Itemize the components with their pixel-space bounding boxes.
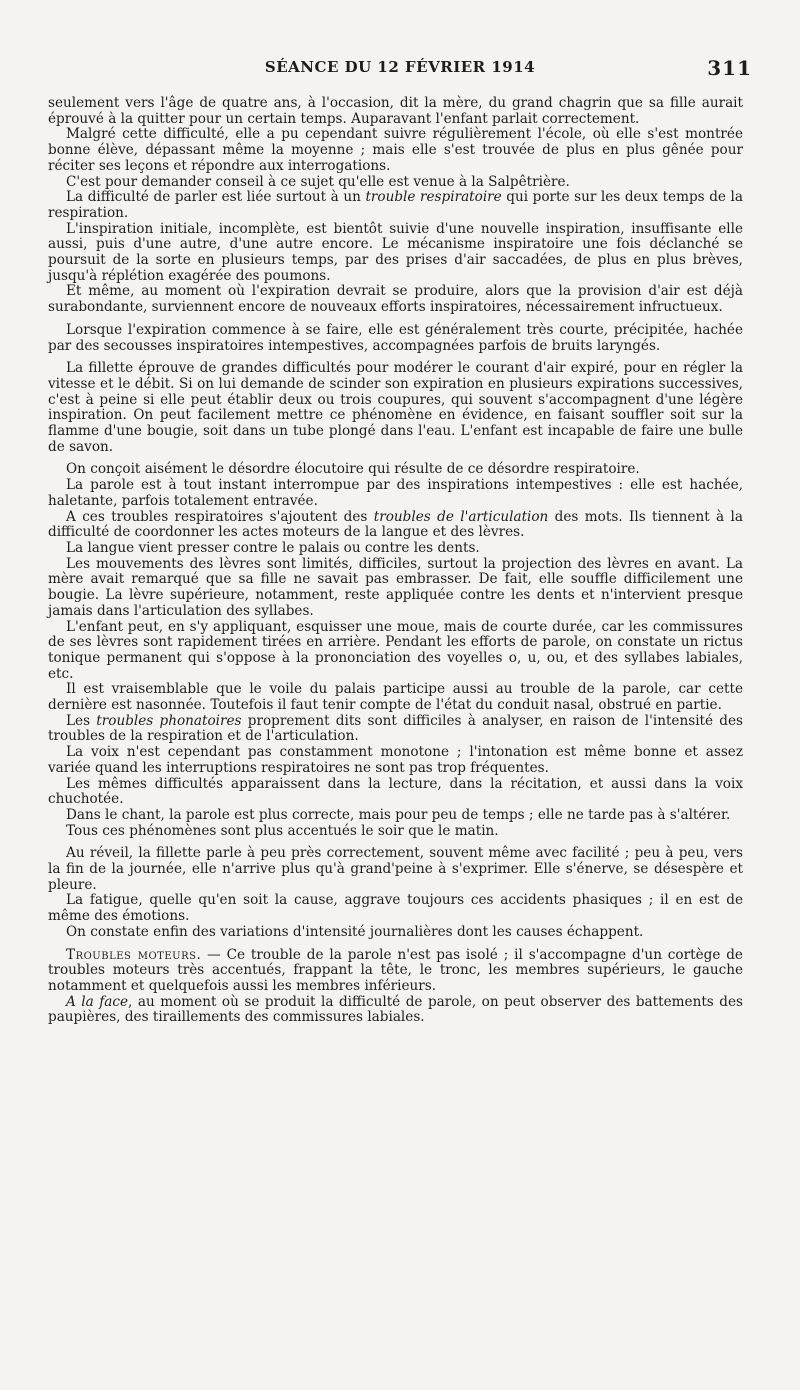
paragraph: [48, 96, 743, 127]
page-number: 311: [707, 56, 752, 80]
paragraph-text: Et même, au moment où l'expiration devrait se produire, alors que la provision d'air est déjà surabondante, surviennent encore de nouveaux efforts inspiratoires, nécessairement infructueux.: [48, 283, 743, 316]
paragraph: [48, 478, 743, 509]
paragraph: [48, 462, 743, 478]
paragraph-text: Les: [66, 712, 97, 729]
paragraph: [48, 777, 743, 808]
paragraph: [48, 361, 743, 455]
paragraph: [48, 893, 743, 924]
page-header: [48, 58, 752, 82]
paragraph-text: Tous ces phénomènes sont plus accentués le soir que le matin.: [66, 822, 499, 839]
paragraph-text: Les mêmes difficultés apparaissent dans la lecture, dans la récitation, et aussi dans la voix chuchotée.: [48, 775, 743, 808]
paragraph-text: La voix n'est cependant pas constamment monotone ; l'intonation est même bonne et assez variée quand les interruptions respiratoires ne sont pas trop fréquentes.: [48, 744, 743, 776]
paragraph: [48, 745, 743, 776]
paragraph: [48, 824, 743, 840]
paragraph-text: La fatigue, quelle qu'en soit la cause, aggrave toujours ces accidents phasiques ; il en est de même des émotions.: [48, 892, 743, 925]
paragraph: [48, 995, 743, 1026]
paragraph-text: des mots. Ils tiennent à la difficulté de coordonner les actes moteurs de la langue et des lèvres.: [48, 508, 743, 541]
paragraph-text: Lorsque l'expiration commence à se faire, elle est généralement très courte, précipitée, hachée par des secousses inspiratoires intempestives, accompagnées parfois de bruits laryngés.: [48, 321, 743, 354]
emphasis-text: troubles de l'articulation: [373, 508, 549, 525]
paragraph: [48, 175, 743, 191]
paragraph-text: qui porte sur les deux temps de la respiration.: [48, 189, 743, 221]
paragraph-text: L'enfant peut, en s'y appliquant, esquisser une moue, mais de courte durée, car les commissures de ses lèvres sont rapidement tirées en arrière. Pendant les efforts de parole, on constate un rictus tonique permanent qui s'oppose à la prononciation des voyelles o, u, ou, et des syllabes labiales, etc.: [48, 618, 743, 682]
paragraph-text: A ces troubles respiratoires s'ajoutent des: [66, 508, 374, 525]
paragraph: [48, 323, 743, 354]
paragraph: [48, 620, 743, 683]
paragraph: [48, 127, 743, 174]
paragraph: [48, 190, 743, 221]
running-title: SÉANCE DU 12 FÉVRIER 1914: [264, 58, 536, 76]
paragraph-text: On conçoit aisément le désordre élocutoire qui résulte de ce désordre respiratoire.: [66, 461, 640, 478]
paragraph: [48, 541, 743, 557]
emphasis-text: troubles phonatoires: [96, 712, 242, 729]
paragraph-text: La parole est à tout instant interrompue par des inspirations intempestives : elle est hachée, haletante, parfois totalement entravée.: [48, 477, 743, 509]
paragraph: [48, 284, 743, 315]
paragraph-text: L'inspiration initiale, incomplète, est bientôt suivie d'une nouvelle inspiration, insuffisante elle aussi, puis d'une autre, d'une autre encore. Le mécanisme inspiratoire une fois déclanché se poursuit de la sorte en plusieurs temps, par des prises d'air saccadées, de plus en plus brèves, jusqu'à réplétion exagérée des poumons.: [48, 220, 743, 284]
paragraph: [48, 714, 743, 745]
paragraph-text: La difficulté de parler est liée surtout à un: [66, 189, 366, 206]
paragraph: [48, 557, 743, 620]
paragraph-text: Il est vraisemblable que le voile du palais participe aussi au trouble de la parole, car cette dernière est nasonnée. Toutefois il faut tenir compte de l'état du conduit nasal, obstrué en partie.: [48, 681, 743, 714]
paragraph-text: — Ce trouble de la parole n'est pas isolé ; il s'accompagne d'un cortège de troubles moteurs très accentués, frappant la tête, le tronc, les membres supérieurs, le gauche notamment et quelquefois aussi les membres inférieurs.: [48, 946, 743, 994]
body-text: [48, 96, 743, 1026]
paragraph: [48, 682, 743, 713]
paragraph-text: seulement vers l'âge de quatre ans, à l'occasion, dit la mère, du grand chagrin que sa fille aurait éprouvé à la quitter pour un certain temps. Auparavant l'enfant parlait correctement.: [48, 95, 743, 127]
section-heading: Troubles moteurs.: [66, 946, 202, 963]
paragraph: [48, 948, 743, 995]
paragraph: [48, 925, 743, 941]
paragraph-text: La fillette éprouve de grandes difficultés pour modérer le courant d'air expiré, pour en régler la vitesse et le débit. Si on lui demande de scinder son expiration en plusieurs expirations successives, c'est à peine si elle peut établir deux ou trois coupures, qui souvent s'accompagnent d'une légère inspiration. On peut facilement mettre ce phénomène en évidence, en faisant souffler soit sur la flamme d'une bougie, soit dans un tube plongé dans l'eau. L'enfant est incapable de faire une bulle de savon.: [48, 360, 743, 455]
paragraph: [48, 510, 743, 541]
paragraph: [48, 846, 743, 893]
paragraph: [48, 808, 743, 824]
paragraph-text: Malgré cette difficulté, elle a pu cependant suivre régulièrement l'école, où elle s'est montrée bonne élève, dépassant même la moyenne ; mais elle s'est trouvée de plus en plus gênée pour réciter ses leçons et répondre aux interrogations.: [48, 126, 743, 174]
paragraph: [48, 222, 743, 285]
paragraph-text: On constate enfin des variations d'intensité journalières dont les causes échappent.: [66, 923, 644, 940]
paragraph-text: , au moment où se produit la difficulté de parole, on peut observer des battements des paupières, des tiraillements des commissures labiales.: [48, 993, 743, 1026]
paragraph-text: proprement dits sont difficiles à analyser, en raison de l'intensité des troubles de la respiration et de l'articulation.: [48, 712, 744, 745]
paragraph-text: La langue vient presser contre le palais ou contre les dents.: [66, 539, 480, 556]
paragraph-text: Dans le chant, la parole est plus correcte, mais pour peu de temps ; elle ne tarde pas à s'altérer.: [66, 806, 731, 823]
emphasis-text: A la face: [66, 993, 129, 1010]
paragraph-text: Au réveil, la fillette parle à peu près correctement, souvent même avec facilité ; peu à peu, vers la fin de la journée, elle n'arrive plus qu'à grand'peine à s'exprimer. Elle s'énerve, se désespère et pleure.: [48, 845, 743, 893]
paragraph-text: C'est pour demander conseil à ce sujet qu'elle est venue à la Salpêtrière.: [66, 173, 570, 190]
paragraph-text: Les mouvements des lèvres sont limités, difficiles, surtout la projection des lèvres en avant. La mère avait remarqué que sa fille ne savait pas embrasser. De fait, elle souffle difficilement une bougie. La lèvre supérieure, notamment, reste appliquée contre les dents et n'intervient presque jamais dans l'articulation des syllabes.: [48, 555, 743, 619]
emphasis-text: trouble respiratoire: [365, 189, 502, 206]
